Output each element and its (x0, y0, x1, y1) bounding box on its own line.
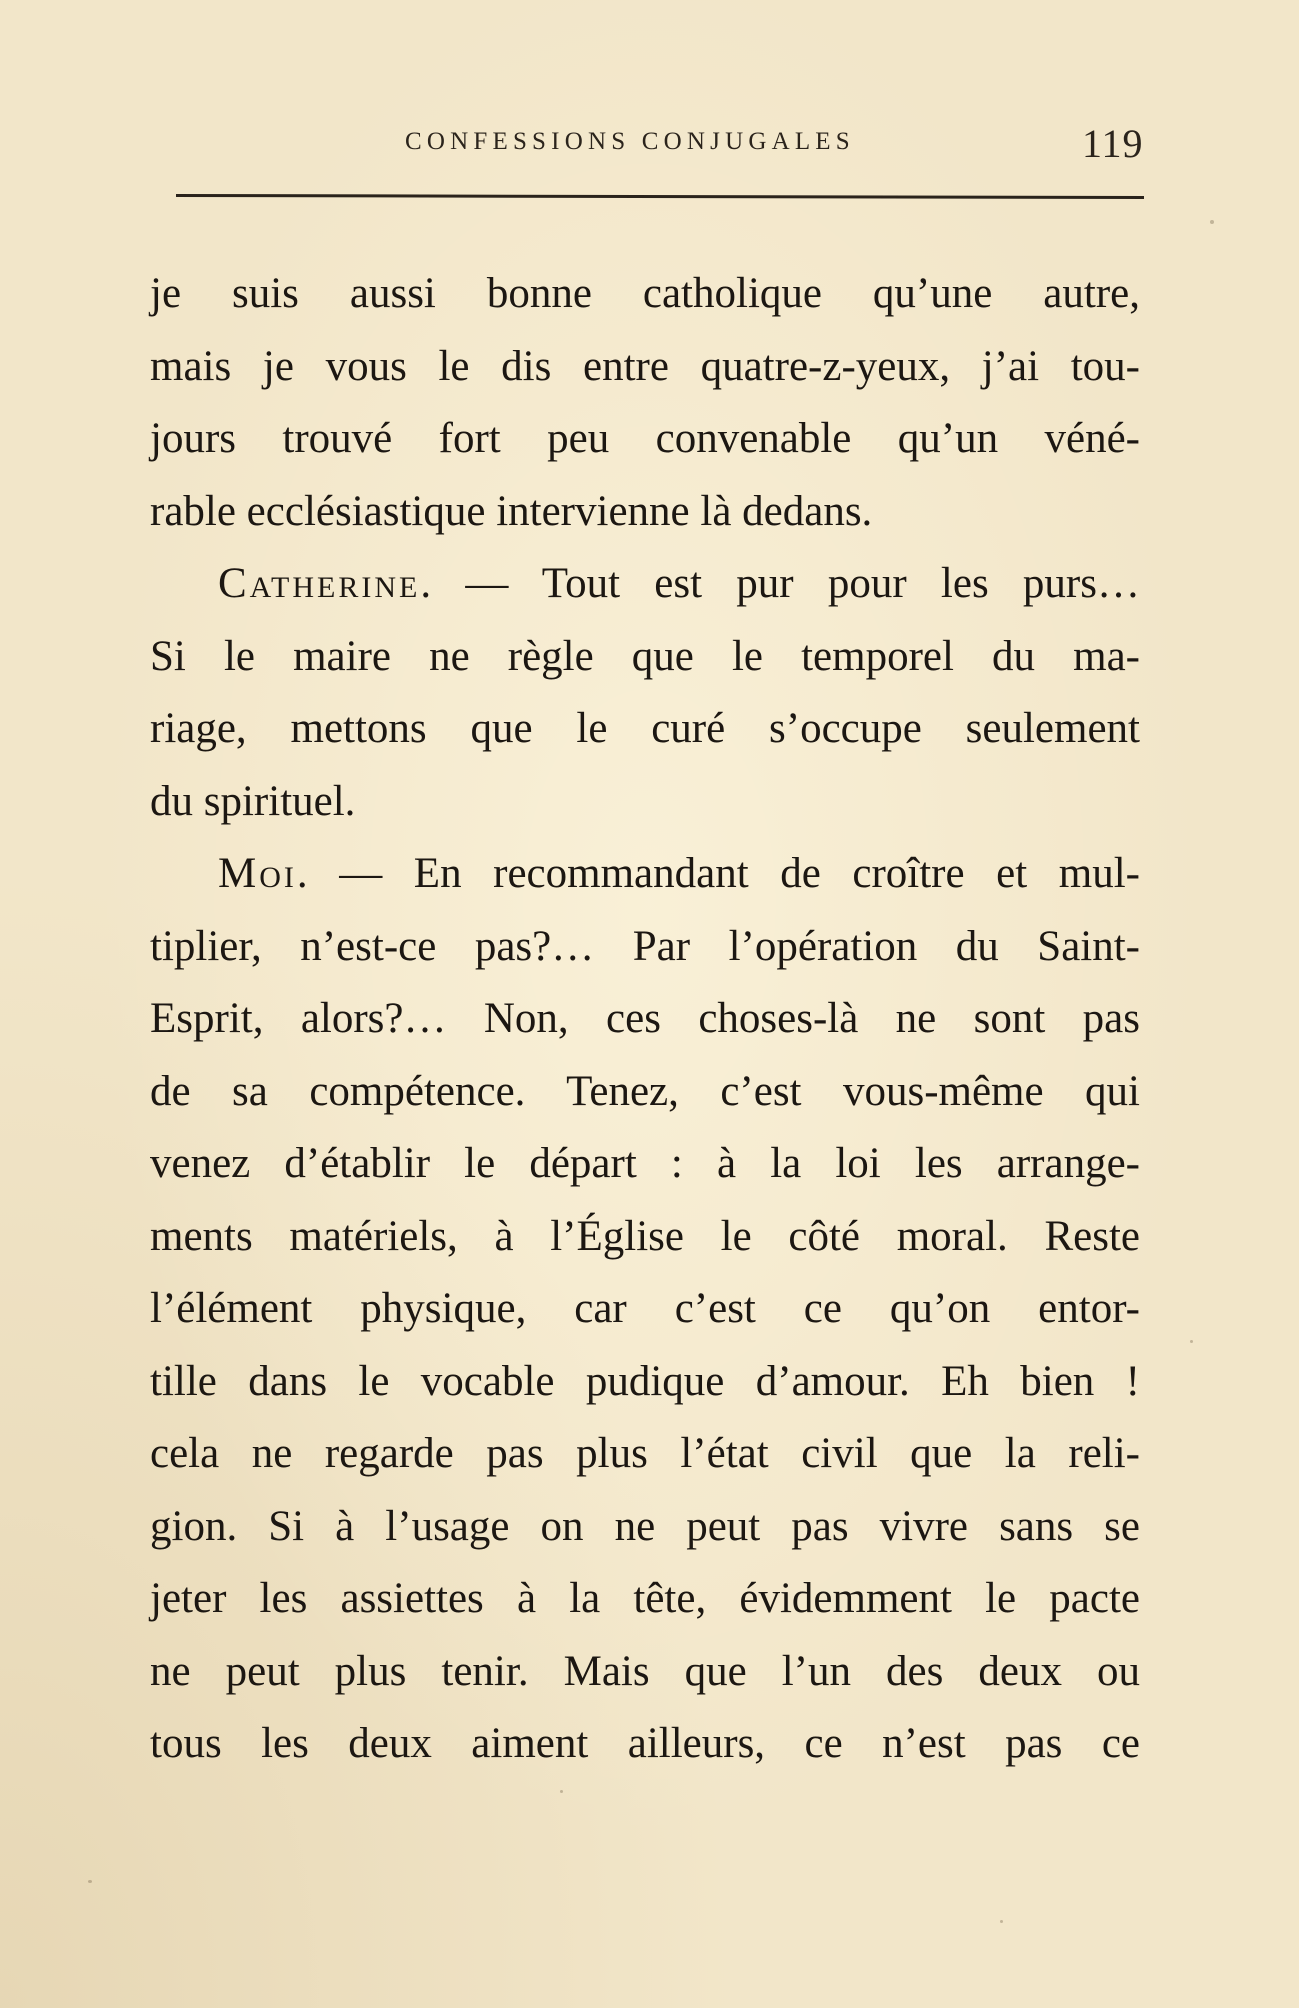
dialogue-first-line (150, 838, 1140, 911)
text-line: venez d’établir le départ : à la loi les arrange- (150, 1140, 1140, 1187)
text-line: jours trouvé fort peu convenable qu’un véné- (150, 415, 1140, 462)
text-line: riage, mettons que le curé s’occupe seulement (150, 705, 1140, 752)
dialogue-first-line (150, 548, 1140, 621)
text-line: Esprit, alors?… Non, ces choses-là ne sont pas (150, 995, 1140, 1042)
text-line: mais je vous le dis entre quatre-z-yeux, j’ai tou- (150, 342, 1140, 390)
text-line: je suis aussi bonne catholique qu’une autre, (150, 270, 1140, 317)
paper-speck (560, 1790, 563, 1793)
speaker-name: Catherine (218, 560, 421, 607)
paper-speck (1210, 220, 1214, 224)
paper-speck (88, 1880, 92, 1883)
text-line: tille dans le vocable pudique d’amour. Eh bien ! (150, 1357, 1140, 1405)
text-line: rable ecclésiastique intervienne là dedans. (150, 487, 873, 535)
text-line: Si le maire ne règle que le temporel du ma- (150, 632, 1140, 680)
text-line: tiplier, n’est-ce pas?… Par l’opération du Saint- (150, 922, 1140, 970)
text-line: gion. Si à l’usage on ne peut pas vivre sans se (150, 1502, 1140, 1550)
text-line: ments matériels, à l’Église le côté moral. Reste (150, 1212, 1140, 1260)
speaker-name: Moi (218, 850, 297, 897)
text-line: l’élément physique, car c’est ce qu’on entor- (150, 1285, 1140, 1332)
paper-speck (1190, 1340, 1193, 1343)
text-line: de sa compétence. Tenez, c’est vous-même qui (150, 1067, 1140, 1115)
paper-speck (1000, 1920, 1003, 1923)
running-head: CONFESSIONS CONJUGALES (405, 128, 855, 155)
dialogue-text: . — En recommandant de croître et mul- (296, 850, 1140, 897)
text-line: ne peut plus tenir. Mais que l’un des deux ou (150, 1647, 1140, 1695)
dialogue-text: . — Tout est pur pour les purs… (420, 560, 1140, 607)
header-rule (176, 194, 1144, 199)
text-line: du spirituel. (150, 777, 356, 825)
body-text (150, 258, 1140, 1781)
page-number: 119 (1082, 121, 1144, 166)
text-line: jeter les assiettes à la tête, évidemment le pacte (150, 1575, 1140, 1622)
text-line: cela ne regarde pas plus l’état civil que la reli- (150, 1430, 1140, 1477)
text-line: tous les deux aiment ailleurs, ce n’est pas ce (150, 1720, 1140, 1767)
